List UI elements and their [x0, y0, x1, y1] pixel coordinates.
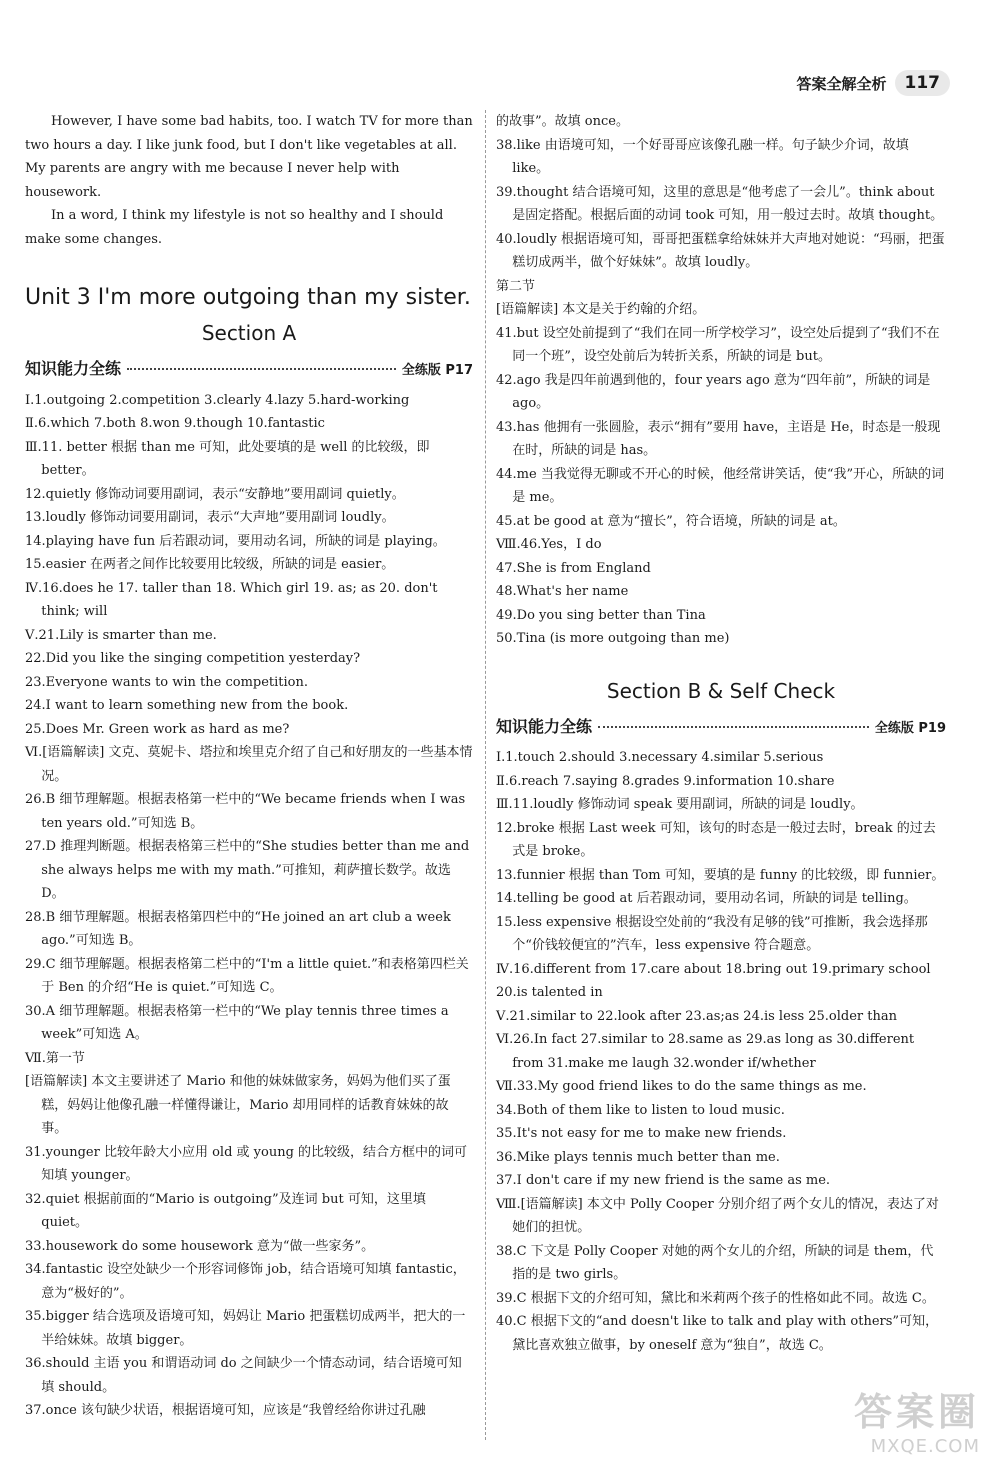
answer-line: 36.should 主语 you 和谓语动词 do 之间缺少一个情态动词，结合语境可知填 should。 [25, 1356, 462, 1395]
answer-list [25, 389, 473, 1423]
answer-line: 15.easier 在两者之间作比较要用比较级，所缺的词是 easier。 [25, 557, 395, 572]
knowledge-bar-title: 知识能力全练 [496, 716, 593, 736]
answer-line: 15.less expensive 根据设空处前的“我没有足够的钱”可推断，我会选择那个“价钱较便宜的”汽车，less expensive 符合题意。 [496, 914, 928, 953]
right-column [496, 110, 946, 1357]
left-column [25, 110, 473, 1423]
answer-line: 13.loudly 修饰动词要用副词，表示“大声地”要用副词 loudly。 [25, 510, 395, 525]
dotted-leader [598, 726, 869, 728]
watermark-logo-text: 答案圈 [853, 1390, 980, 1434]
answer-line: 47.She is from England [496, 560, 651, 576]
answer-line: Ⅵ.26.In fact 27.similar to 28.same as 29.as long as 30.different from 31.make me laugh 32.wonder if/whether [496, 1032, 915, 1071]
answer-line: 44.me 当我觉得无聊或不开心的时候，他经常讲笑话，使“我”开心，所缺的词是 me。 [496, 466, 945, 505]
knowledge-bar-page: 全练版 P17 [401, 363, 473, 378]
answer-line: 26.B 细节理解题。根据表格第一栏中的“We became friends when I was ten years old.”可知选 B。 [25, 792, 466, 831]
knowledge-bar-title: 知识能力全练 [25, 359, 122, 378]
page-header [796, 70, 950, 96]
answer-line: 31.younger 比较年龄大小应用 old 或 young 的比较级，结合方框中的词可知填 younger。 [25, 1144, 468, 1183]
answer-line: Ⅷ.46.Yes，I do [496, 537, 602, 552]
unit-title: Unit 3 I'm more outgoing than my sister. [25, 285, 471, 310]
answer-line: 45.at be good at 意为“擅长”，符合语境，所缺的词是 at。 [496, 513, 846, 529]
answer-line: 48.What's her name [496, 584, 629, 599]
answer-line: Ⅶ.第一节 [25, 1050, 85, 1066]
knowledge-bar-page: 全练版 P19 [874, 720, 946, 736]
answer-line: 27.D 推理判断题。根据表格第三栏中的“She studies better than me and she always helps me with my math.”可推知，莉萨擅长数学。故选 D。 [25, 839, 470, 901]
answer-line: 的故事”。故填 once。 [496, 114, 629, 129]
answer-line: 35.bigger 结合选项及语境可知，妈妈让 Mario 把蛋糕切成两半，把大的一半给妹妹。故填 bigger。 [25, 1309, 466, 1348]
answer-list [496, 746, 946, 1357]
answer-line: 30.A 细节理解题。根据表格第一栏中的“We play tennis three times a week”可知选 A。 [25, 1003, 449, 1042]
answer-line: 34.fantastic 设空处缺少一个形容词修饰 job，结合语境可知填 fantastic，意为“极好的”。 [25, 1262, 466, 1301]
answer-line: Ⅳ.16.does he 17. taller than 18. Which girl 19. as; as 20. don't think; will [25, 580, 438, 619]
section-a-title: Section A [201, 321, 297, 345]
answer-line: 40.loudly 根据语境可知，哥哥把蛋糕拿给妹妹并大声地对她说：“玛丽，把蛋糕切成两半，做个好妹妹”。故填 loudly。 [496, 231, 945, 270]
answer-line: 24.I want to learn something new from the book. [25, 698, 349, 713]
answer-line: 40.C 根据下文的“and doesn't like to talk and play with others”可知，黛比喜欢独立做事，by oneself 意为“独自”，故选 C。 [496, 1314, 939, 1353]
answer-line: 14.playing have fun 后若跟动词，要用动名词，所缺的词是 playing。 [25, 533, 446, 549]
passage-paragraph: In a word, I think my lifestyle is not so healthy and I should make some changes. [25, 208, 444, 247]
answer-line: 28.B 细节理解题。根据表格第四栏中的“He joined an art club a week ago.”可知选 B。 [25, 909, 451, 948]
answer-line: 14.telling be good at 后若跟动词，要用动名词，所缺的词是 telling。 [496, 891, 917, 906]
watermark [854, 1381, 980, 1457]
answer-line: [语篇解读] 本文主要讲述了 Mario 和他的妹妹做家务，妈妈为他们买了蛋糕，妈妈让他像孔融一样懂得谦让，Mario 却用同样的话教育妹妹的故事。 [25, 1074, 451, 1136]
answer-line: Ⅰ.1.touch 2.should 3.necessary 4.similar 5.serious [496, 750, 824, 765]
answer-line: Ⅴ.21.Lily is smarter than me. [25, 627, 217, 643]
answer-line: Ⅲ.11.loudly 修饰动词 speak 要用副词，所缺的词是 loudly。 [496, 797, 864, 812]
answer-line: 39.C 根据下文的介绍可知，黛比和米莉两个孩子的性格如此不同。故选 C。 [496, 1290, 935, 1306]
answer-line: Ⅱ.6.reach 7.saying 8.grades 9.information 10.share [496, 773, 835, 789]
answer-line: Ⅱ.6.which 7.both 8.won 9.though 10.fantastic [25, 416, 325, 431]
answer-line: Ⅰ.1.outgoing 2.competition 3.clearly 4.lazy 5.hard-working [25, 392, 410, 408]
answer-line: 49.Do you sing better than Tina [496, 607, 706, 623]
answer-line: 37.once 该句缺少状语，根据语境可知，应该是“我曾经给你讲过孔融 [25, 1403, 426, 1418]
answer-line: 38.like 由语境可知，一个好哥哥应该像孔融一样。句子缺少介词，故填 like。 [496, 137, 909, 176]
answer-line: 23.Everyone wants to win the competition. [25, 674, 309, 690]
watermark-url: MXQE.COM [870, 1436, 980, 1457]
section-b-title: Section B & Self Check [606, 678, 836, 703]
answer-line: 20.is talented in [496, 985, 603, 1000]
answer-line: Ⅳ.16.different from 17.care about 18.bring out 19.primary school [496, 961, 931, 977]
answer-line: 34.Both of them like to listen to loud music. [496, 1102, 785, 1118]
answer-line: 41.but 设空处前提到了“我们在同一所学校学习”，设空处后提到了“我们不在同一个班”，设空处前后为转折关系，所缺的词是 but。 [496, 325, 940, 364]
answer-line: 39.thought 结合语境可知，这里的意思是“他考虑了一会儿”。think about 是固定搭配。根据后面的动词 took 可知，用一般过去时。故填 thought。 [496, 184, 944, 223]
dotted-leader [127, 368, 396, 370]
answer-line: 13.funnier 根据 than Tom 可知，要填的是 funny 的比较级，即 funnier。 [496, 867, 945, 883]
passage-paragraph: However, I have some bad habits, too. I watch TV for more than two hours a day. I like junk food, but I don't like vegetables at all. My parents are angry with me because I never help with housework. [25, 114, 473, 200]
answer-line: 12.quietly 修饰动词要用副词，表示“安静地”要用副词 quietly。 [25, 486, 405, 502]
answer-line: 第二节 [496, 278, 536, 294]
answer-line: [语篇解读] 本文是关于约翰的介绍。 [496, 302, 706, 317]
answer-line: 12.broke 根据 Last week 可知，该句的时态是一般过去时，break 的过去式是 broke。 [496, 820, 936, 859]
answer-line: 38.C 下文是 Polly Cooper 对她的两个女儿的介绍，所缺的词是 them，代指的是 two girls。 [496, 1243, 934, 1282]
page-number: 117 [895, 70, 951, 96]
answer-line: Ⅵ.[语篇解读] 文克、莫妮卡、塔拉和埃里克介绍了自己和好朋友的一些基本情况。 [25, 745, 473, 784]
answer-line: Ⅲ.11. better 根据 than me 可知，此处要填的是 well 的比较级，即better。 [25, 439, 430, 478]
answer-line: 29.C 细节理解题。根据表格第二栏中的“I'm a little quiet.”和表格第四栏关于 Ben 的介绍“He is quiet.”可知选 C。 [25, 956, 469, 995]
answer-line: 50.Tina (is more outgoing than me) [496, 631, 730, 646]
answer-line: Ⅷ.[语篇解读] 本文中 Polly Cooper 分别介绍了两个女儿的情况，表达了对她们的担忧。 [496, 1196, 939, 1235]
answer-list [496, 110, 946, 651]
answer-line: 43.has 他拥有一张圆脸，表示“拥有”要用 have，主语是 He，时态是一般现在时，所缺的词是 has。 [496, 419, 941, 458]
answer-line: 22.Did you like the singing competition yesterday? [25, 651, 361, 666]
header-title: 答案全解全析 [796, 74, 887, 93]
answer-line: 33.housework do some housework 意为“做一些家务”。 [25, 1238, 375, 1254]
knowledge-bar [496, 715, 946, 741]
answer-line: 25.Does Mr. Green work as hard as me? [25, 721, 290, 737]
answer-line: 37.I don't care if my new friend is the same as me. [496, 1173, 831, 1188]
answer-line: 32.quiet 根据前面的“Mario is outgoing”及连词 but 可知，这里填 quiet。 [25, 1191, 426, 1230]
answer-line: 35.It's not easy for me to make new friends. [496, 1126, 787, 1141]
knowledge-bar [25, 357, 473, 383]
answer-line: 42.ago 我是四年前遇到他的，four years ago 意为“四年前”，所缺的词是 ago。 [496, 372, 931, 411]
column-divider [485, 110, 486, 1440]
answer-line: 36.Mike plays tennis much better than me. [496, 1149, 780, 1165]
answer-line: Ⅶ.33.My good friend likes to do the same things as me. [496, 1079, 867, 1094]
answer-line: Ⅴ.21.similar to 22.look after 23.as;as 24.is less 25.older than [496, 1008, 898, 1024]
